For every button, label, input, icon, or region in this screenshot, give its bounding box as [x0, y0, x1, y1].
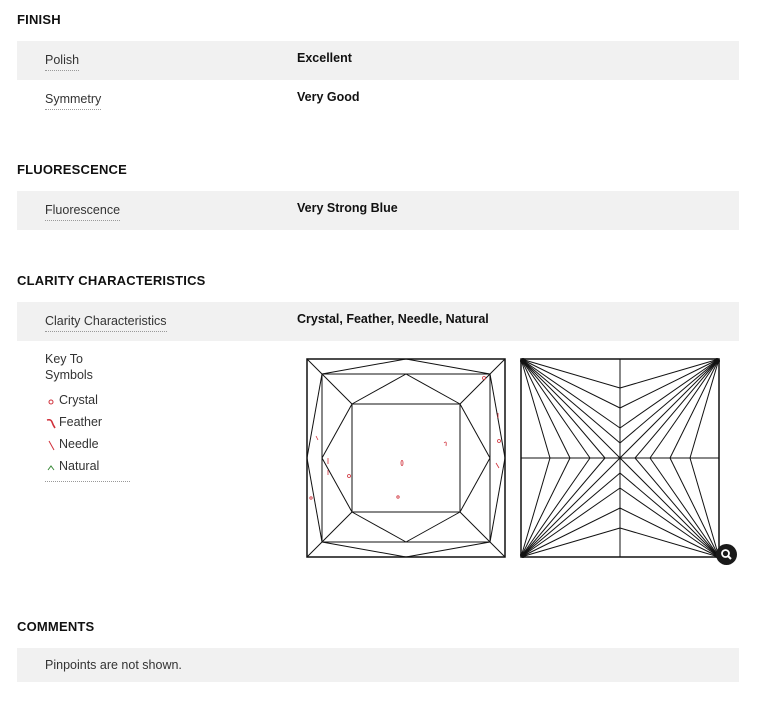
polish-row	[17, 41, 739, 80]
comments-text: Pinpoints are not shown.	[45, 658, 182, 672]
key-item-needle	[45, 433, 130, 455]
key-item-label: Needle	[59, 437, 99, 451]
key-item-feather	[45, 411, 130, 433]
needle-symbol-icon	[45, 437, 59, 451]
key-item-label: Natural	[59, 459, 100, 473]
symmetry-label[interactable]: Symmetry	[45, 92, 101, 110]
crown-plot-diagram	[306, 358, 506, 558]
comments-section-title: COMMENTS	[17, 619, 95, 634]
finish-section-title: FINISH	[17, 12, 61, 27]
zoom-button[interactable]	[716, 544, 737, 565]
fluorescence-label[interactable]: Fluorescence	[45, 203, 120, 221]
clarity-characteristics-label[interactable]: Clarity Characteristics	[45, 314, 167, 332]
key-to-symbols-title: Key To Symbols	[45, 352, 93, 382]
polish-value: Excellent	[297, 51, 352, 65]
key-item-label: Feather	[59, 415, 103, 429]
feather-symbol-icon	[45, 415, 59, 429]
fluorescence-section-title: FLUORESCENCE	[17, 162, 128, 177]
inclusion-marks	[310, 377, 501, 500]
key-item-label: Crystal	[59, 393, 98, 407]
fluorescence-row	[17, 191, 739, 230]
clarity-section-title: CLARITY CHARACTERISTICS	[17, 273, 206, 288]
symmetry-row	[17, 80, 739, 119]
polish-label[interactable]: Polish	[45, 53, 79, 71]
fluorescence-value: Very Strong Blue	[297, 201, 398, 215]
key-item-crystal	[45, 389, 130, 411]
pavilion-plot-diagram	[520, 358, 720, 558]
clarity-characteristics-row	[17, 302, 739, 341]
key-item-natural	[45, 455, 130, 477]
clarity-characteristics-value: Crystal, Feather, Needle, Natural	[297, 312, 489, 326]
crystal-symbol-icon	[45, 393, 59, 407]
comments-row	[17, 648, 739, 682]
key-to-symbols	[45, 351, 130, 482]
natural-symbol-icon	[45, 459, 59, 473]
symmetry-value: Very Good	[297, 90, 360, 104]
magnifier-icon	[716, 544, 737, 565]
